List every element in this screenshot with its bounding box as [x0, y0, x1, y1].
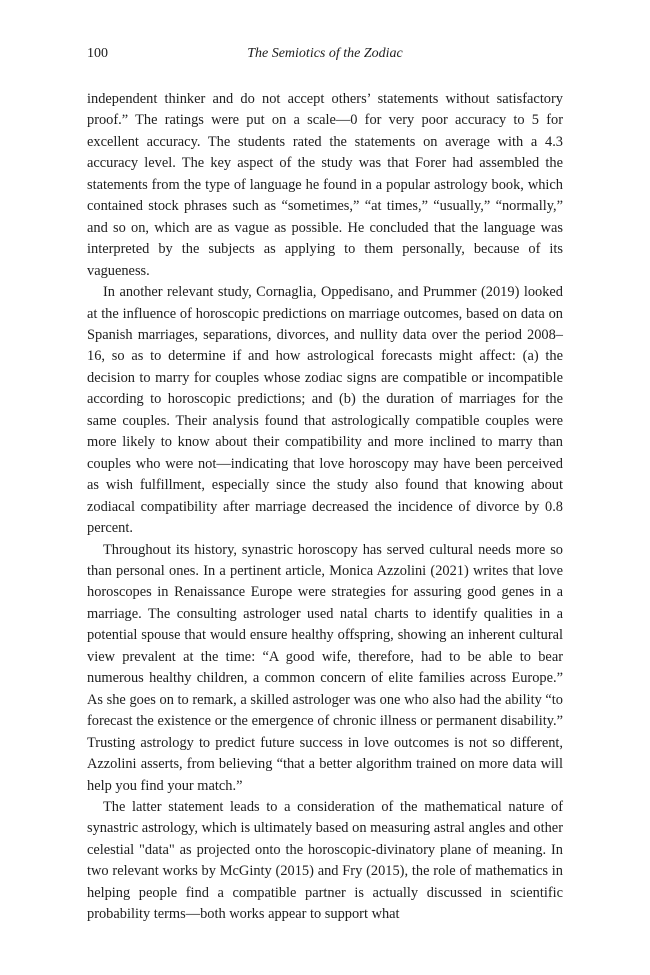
paragraph-continued: independent thinker and do not accept others’ statements without satisfactory proof.” The ratings were put on a scale—0 for very poor accuracy to 5 for excellent accuracy. The students rated the statements on average with a 4.3 accuracy level. The key aspect of the study was that Forer had assembled the statements from the type of language he found in a popular astrology book, which contained stock phrases such as “sometimes,” “at times,” “usually,” “normally,” and so on, which are as vague as possible. He concluded that the language was interpreted by the subjects as applying to them personally, because of its vagueness.: [87, 91, 563, 279]
running-head: [87, 44, 563, 64]
running-title: The Semiotics of the Zodiac: [247, 46, 403, 61]
paragraph-mathematical-nature: The latter statement leads to a consideration of the mathematical nature of synastric astrology, which is ultimately based on measuring astral angles and other celestial "data" as projected onto the horoscopic-divinatory plane of meaning. In two relevant works by McGinty (2015) and Fry (2015), the role of mathematics in helping people find a compatible partner is actually discussed in scientific probability terms—both works appear to support what: [87, 798, 563, 923]
paragraph-cornaglia-study: In another relevant study, Cornaglia, Oppedisano, and Prummer (2019) looked at the influence of horoscopic predictions on marriage outcomes, based on data on Spanish marriages, separations, divorces, and nullity data over the period 2008–16, so as to determine if and how astrological forecasts might affect: (a) the decision to marry for couples whose zodiac signs are compatible or incompatible according to horoscopic predictions; and (b) the duration of marriages for the same couples. Their analysis found that astrologically compatible couples were more likely to know about their compatibility and more inclined to marry than couples who were not—indicating that love horoscopy may have been perceived as wish fulfillment, especially since the study also found that knowing about zodiacal compatibility after marriage decreased the incidence of divorce by 0.8 percent.: [87, 284, 563, 537]
body-text: [87, 89, 563, 926]
page-number: 100: [87, 46, 108, 61]
paragraph-azzolini-article: Throughout its history, synastric horoscopy has served cultural needs more so than personal ones. In a pertinent article, Monica Azzolini (2021) writes that love horoscopes in Renaissance Europe were strategies for assuring good genes in a marriage. The consulting astrologer used natal charts to identify qualities in a potential spouse that would ensure healthy offspring, showing an inherent cultural view prevalent at the time: “A good wife, therefore, had to be able to bear numerous healthy children, a common concern of elite families across Europe.” As she goes on to remark, a skilled astrologer was one who also had the ability “to forecast the existence or the emergence of chronic illness or permanent disability.” Trusting astrology to predict future success in love outcomes is not so different, Azzolini asserts, from believing “that a better algorithm trained on more data will help you find your match.”: [87, 541, 563, 794]
